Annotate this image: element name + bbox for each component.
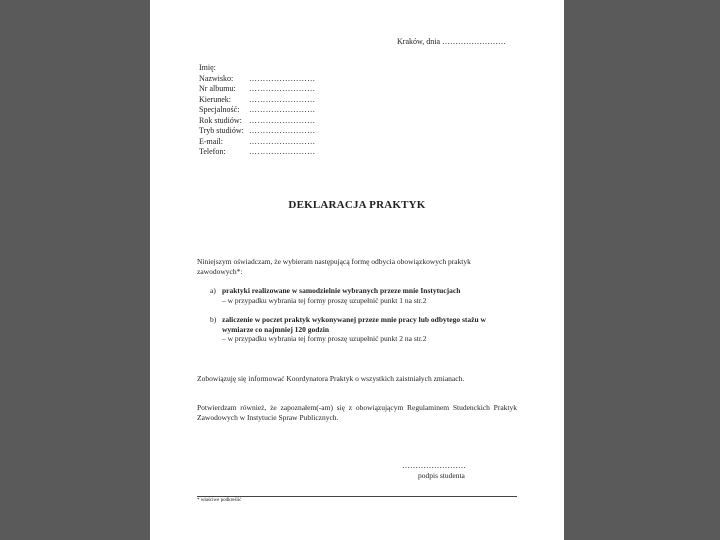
field-row-study-mode <box>199 126 315 137</box>
field-label: Rok studiów: <box>199 115 242 125</box>
field-value: …………………… <box>249 94 316 104</box>
field-label: E-mail: <box>199 136 223 146</box>
option-note: – w przypadku wybrania tej formy proszę uzupełnić punkt 2 na str.2 <box>222 334 427 343</box>
option-note: – w przypadku wybrania tej formy proszę uzupełnić punkt 1 na str.2 <box>222 295 427 305</box>
option-a <box>210 286 510 305</box>
field-label: Specjalność: <box>199 105 240 114</box>
signature-label: podpis studenta <box>418 471 465 480</box>
field-value: …………………… <box>249 105 316 114</box>
field-row-album-number <box>199 84 315 95</box>
field-value: …………………… <box>249 84 316 93</box>
field-label: Nazwisko: <box>199 73 234 83</box>
field-value: …………………… <box>249 147 316 156</box>
field-value: …………………… <box>249 115 316 125</box>
option-title: praktyki realizowane w samodzielnie wybranych przeze mnie Instytucjach <box>222 286 461 295</box>
signature-line: …………………… <box>402 461 466 470</box>
student-fields <box>199 63 315 158</box>
field-row-email <box>199 137 315 148</box>
field-value: …………………… <box>249 136 316 146</box>
document-title: DEKLARACJA PRAKTYK <box>288 199 426 211</box>
field-row-year <box>199 116 315 127</box>
field-label: Imię: <box>199 63 216 72</box>
field-row-last-name <box>199 74 315 85</box>
field-label: Telefon: <box>199 147 226 156</box>
field-label: Nr albumu: <box>199 84 236 93</box>
statement-regulations: Potwierdzam również, że zapoznałem(-am) się z obowiązującym Regulaminem Studenckich Praktyk Zawodowych w Instytucie Spraw Publicznych. <box>197 403 517 422</box>
field-row-specialization <box>199 105 315 116</box>
field-value: …………………… <box>249 73 316 83</box>
statement-inform: Zobowiązuję się informować Koordynatora Praktyk o wszystkich zaistniałych zmianach. <box>197 374 465 383</box>
option-title: zaliczenie w poczet praktyk wykonywanej przeze mnie pracy lub odbytego stażu w wymiarze co najmniej 120 godzin <box>222 315 486 334</box>
footnote: * właściwe podkreślić <box>197 498 242 503</box>
field-label: Kierunek: <box>199 94 231 104</box>
field-row-phone <box>199 147 315 158</box>
field-row-first-name <box>199 63 315 74</box>
field-label: Tryb studiów: <box>199 126 244 135</box>
footnote-divider <box>197 496 517 497</box>
option-marker: b) <box>210 315 217 324</box>
intro-paragraph: Niniejszym oświadczam, że wybieram następującą formę odbycia obowiązkowych praktyk zawodowych*: <box>197 257 471 276</box>
field-row-major <box>199 95 315 106</box>
document-page <box>150 0 564 540</box>
option-marker: a) <box>210 286 216 295</box>
option-b <box>210 315 510 344</box>
date-line: Kraków, dnia …………………… <box>397 37 507 46</box>
field-value: …………………… <box>249 126 316 135</box>
